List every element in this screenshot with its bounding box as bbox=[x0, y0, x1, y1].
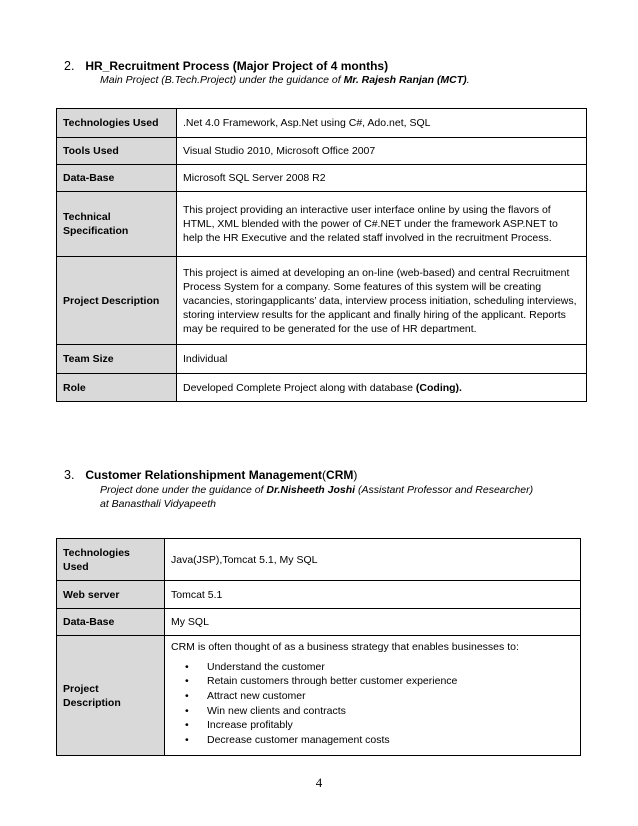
row-value bbox=[165, 636, 581, 756]
section-subtitle bbox=[100, 483, 533, 497]
table-row bbox=[57, 539, 581, 581]
role-bold-text: (Coding). bbox=[415, 381, 462, 394]
row-value: This project is aimed at developing an on-line (web-based) and central Recruitment Process System for a company. Some features of this system will be creating vacancies, storingapplicants’ data, interview process initiation, scheduling interviews, storing interview results for the applicant and finally hiring of the applicant. Reports may be required to be generated for the use of HR department. bbox=[177, 257, 587, 345]
row-key: Data-Base bbox=[57, 165, 177, 192]
row-key: Team Size bbox=[57, 345, 177, 374]
page-number: 4 bbox=[315, 775, 323, 790]
table-row bbox=[57, 581, 581, 609]
section-subtitle bbox=[100, 73, 470, 87]
table-row bbox=[57, 109, 587, 138]
section-subtitle-line2: at Banasthali Vidyapeeth bbox=[100, 498, 216, 510]
subtitle-suffix: (Assistant Professor and Researcher) bbox=[355, 484, 534, 496]
row-key: Technologies Used bbox=[57, 109, 177, 138]
section-heading-hr-recruitment bbox=[64, 59, 388, 73]
role-text: Developed Complete Project along with database bbox=[183, 381, 416, 394]
row-value bbox=[177, 374, 587, 402]
section-number: 2. bbox=[64, 59, 75, 73]
row-value: Visual Studio 2010, Microsoft Office 2007 bbox=[177, 138, 587, 165]
list-item: • Attract new customer bbox=[207, 689, 574, 704]
row-value: .Net 4.0 Framework, Asp.Net using C#, Ado.net, SQL bbox=[177, 109, 587, 138]
row-key: Data-Base bbox=[57, 609, 165, 636]
row-value: Microsoft SQL Server 2008 R2 bbox=[177, 165, 587, 192]
title-paren-open: ( bbox=[322, 468, 327, 482]
title-abbr: CRM bbox=[326, 468, 354, 482]
list-item: • Understand the customer bbox=[207, 660, 574, 675]
guide-name: Mr. Rajesh Ranjan (MCT) bbox=[343, 74, 467, 86]
list-item: • Retain customers through better customer experience bbox=[207, 674, 574, 689]
row-key: Role bbox=[57, 374, 177, 402]
list-item: • Win new clients and contracts bbox=[207, 704, 574, 719]
list-item: • Decrease customer management costs bbox=[207, 733, 574, 748]
table-row bbox=[57, 374, 587, 402]
subtitle-text: Main Project (B.Tech.Project) under the guidance of bbox=[100, 74, 344, 86]
table-row bbox=[57, 257, 587, 345]
title-paren-close: ) bbox=[353, 468, 358, 482]
row-value: My SQL bbox=[165, 609, 581, 636]
row-key: Project Description bbox=[57, 636, 165, 756]
description-intro: CRM is often thought of as a business strategy that enables businesses to: bbox=[171, 640, 519, 653]
section-heading-crm bbox=[64, 468, 357, 482]
subtitle-text: Project done under the guidance of bbox=[100, 484, 267, 496]
section-title: HR_Recruitment Process (Major Project of 4 months) bbox=[85, 59, 389, 73]
table-row bbox=[57, 138, 587, 165]
row-value: Tomcat 5.1 bbox=[165, 581, 581, 609]
row-value: This project providing an interactive user interface online by using the flavors of HTML, XML blended with the power of C#.NET under the framework ASP.NET to help the HR Executive and the related staff involved in the recruitment Process. bbox=[177, 192, 587, 257]
table-row bbox=[57, 192, 587, 257]
table-row bbox=[57, 609, 581, 636]
guide-name: Dr.Nisheeth Joshi bbox=[266, 484, 356, 496]
table-row bbox=[57, 636, 581, 756]
table-row bbox=[57, 345, 587, 374]
row-key: Technologies Used bbox=[57, 539, 165, 581]
section-number: 3. bbox=[64, 468, 75, 482]
row-key: Tools Used bbox=[57, 138, 177, 165]
row-value: Individual bbox=[177, 345, 587, 374]
row-key: Technical Specification bbox=[57, 192, 177, 257]
row-key: Web server bbox=[57, 581, 165, 609]
list-item: • Increase profitably bbox=[207, 718, 574, 733]
crm-project-details-table bbox=[56, 538, 581, 756]
row-value: Java(JSP),Tomcat 5.1, My SQL bbox=[165, 539, 581, 581]
bullet-list bbox=[171, 660, 574, 748]
hr-project-details-table bbox=[56, 108, 587, 402]
subtitle-suffix: . bbox=[466, 74, 470, 86]
section-title: Customer Relationshipment Management bbox=[85, 468, 323, 482]
row-key: Project Description bbox=[57, 257, 177, 345]
table-row bbox=[57, 165, 587, 192]
